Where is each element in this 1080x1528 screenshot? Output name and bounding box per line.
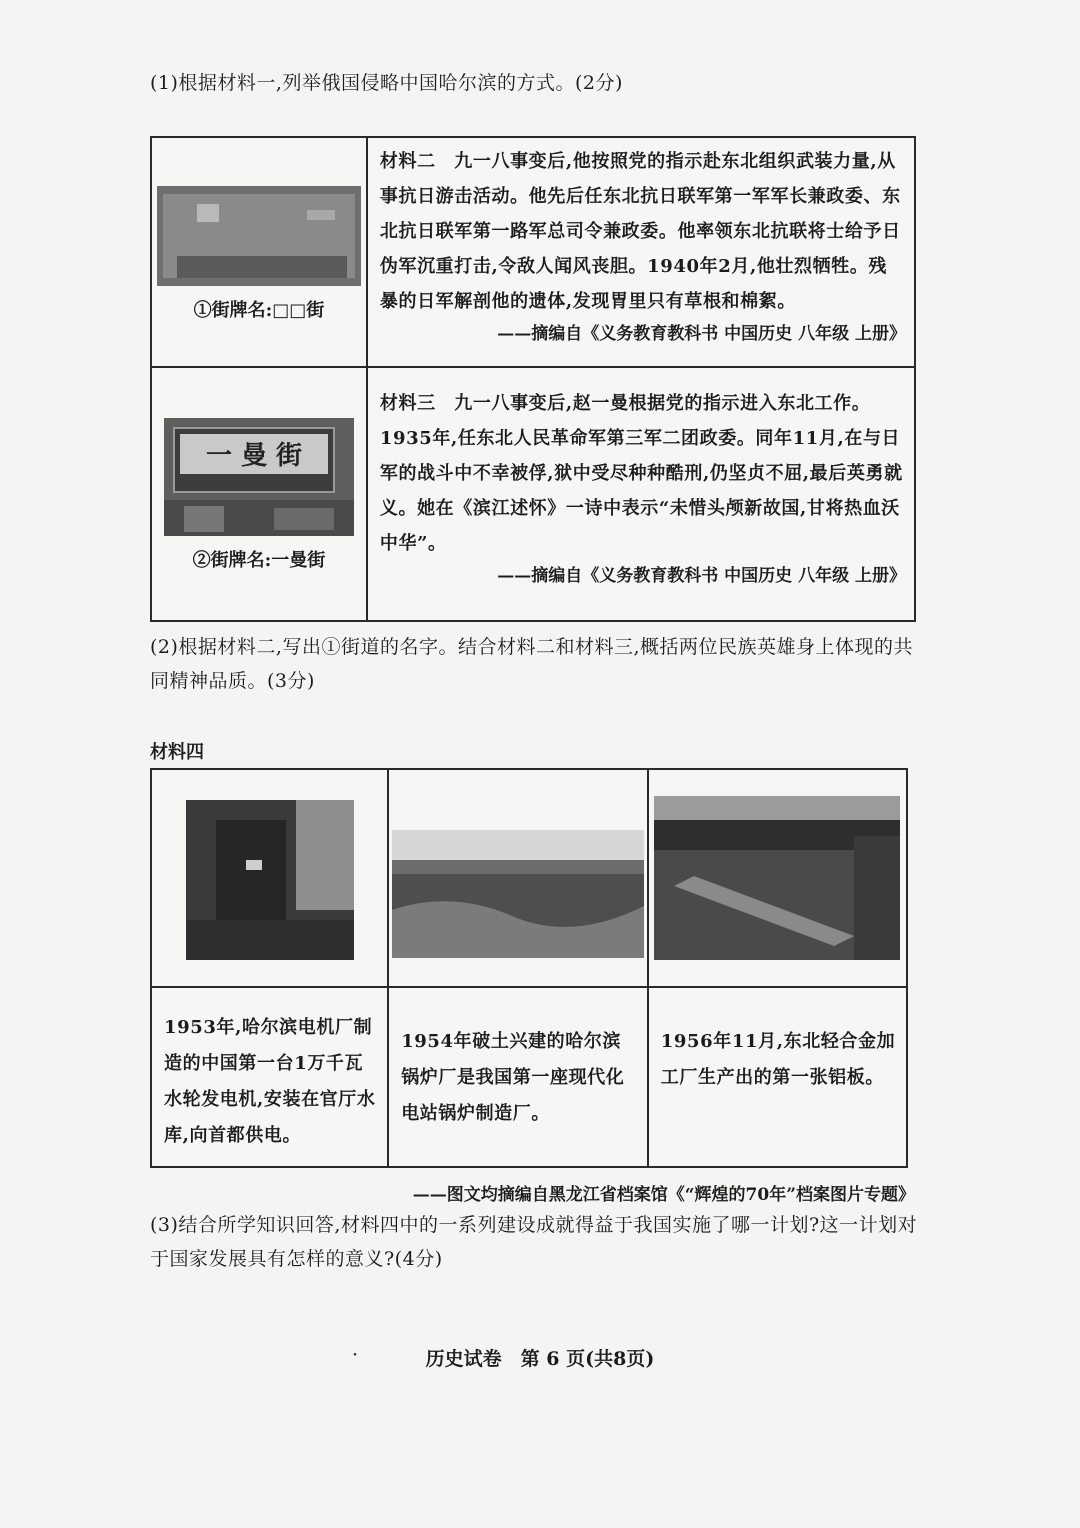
aluminum-plate-photo: [654, 796, 900, 960]
mat4-caption-cell-2: [388, 987, 648, 1167]
street-sign-photo-2: [164, 418, 354, 536]
photo-cell-2: [151, 367, 367, 621]
material-3-text: 材料三 九一八事变后,赵一曼根据党的指示进入东北工作。1935年,任东北人民革命军第三军二团政委。同年11月,在与日军的战斗中不幸被俘,狱中受尽种种酷刑,仍坚贞不屈,最后英勇就义。她在《滨江述怀》一诗中表示“未惜头颅新故国,甘将热血沃中华”。: [379, 393, 903, 554]
material-3-source: ——摘编自《义务教育教科书 中国历史 八年级 上册》: [497, 566, 906, 586]
sign-text: 一 曼 街: [205, 441, 302, 471]
material-3-cell: [367, 367, 915, 621]
material-4-table: [150, 768, 908, 1168]
material-4-source: ——图文均摘编自黑龙江省档案馆《“辉煌的70年”档案图片专题》: [412, 1185, 915, 1205]
material-2-source: ——摘编自《义务教育教科书 中国历史 八年级 上册》: [497, 324, 906, 344]
mat4-photo-cell-3: [648, 769, 907, 987]
mat4-caption-2: 1954年破土兴建的哈尔滨锅炉厂是我国第一座现代化电站锅炉制造厂。: [401, 1031, 625, 1124]
page-footer: 历史试卷 第 6 页(共8页): [425, 1348, 655, 1370]
materials-2-3-table: [150, 136, 916, 622]
question-2: (2)根据材料二,写出①街道的名字。结合材料二和材料三,概括两位民族英雄身上体现的共同精神品质。(3分): [150, 636, 913, 692]
mat4-caption-1: 1953年,哈尔滨电机厂制造的中国第一台1万千瓦水轮发电机,安装在官厅水库,向首都供电。: [164, 1017, 376, 1146]
mat4-photo-cell-1: [151, 769, 388, 987]
question-1: (1)根据材料一,列举俄国侵略中国哈尔滨的方式。(2分): [150, 72, 623, 94]
question-3: (3)结合所学知识回答,材料四中的一系列建设成就得益于我国实施了哪一计划?这一计划对于国家发展具有怎样的意义?(4分): [150, 1214, 918, 1270]
photo-caption-1: ①街牌名:□□街: [193, 300, 325, 321]
mat4-photo-cell-2: [388, 769, 648, 987]
material-2-text: 材料二 九一八事变后,他按照党的指示赴东北组织武装力量,从事抗日游击活动。他先后任东北抗日联军第一军军长兼政委、东北抗日联军第一路军总司令兼政委。他率领东北抗联将士给予日伪军沉重打击,令敌人闻风丧胆。1940年2月,他壮烈牺牲。残暴的日军解剖他的遗体,发现胃里只有草根和棉絮。: [379, 151, 901, 312]
material-4-label: 材料四: [150, 742, 204, 763]
generator-photo: [186, 800, 354, 960]
mat4-caption-cell-1: [151, 987, 388, 1167]
factory-photo: [392, 830, 644, 958]
footer-dot: ·: [352, 1344, 359, 1366]
photo-cell-1: [151, 137, 367, 367]
street-sign-photo-1: [157, 186, 361, 286]
mat4-caption-cell-3: [648, 987, 907, 1167]
material-2-cell: [367, 137, 915, 367]
mat4-caption-3: 1956年11月,东北轻合金加工厂生产出的第一张铝板。: [660, 1031, 896, 1088]
photo-caption-2: ②街牌名:一曼街: [192, 550, 326, 571]
